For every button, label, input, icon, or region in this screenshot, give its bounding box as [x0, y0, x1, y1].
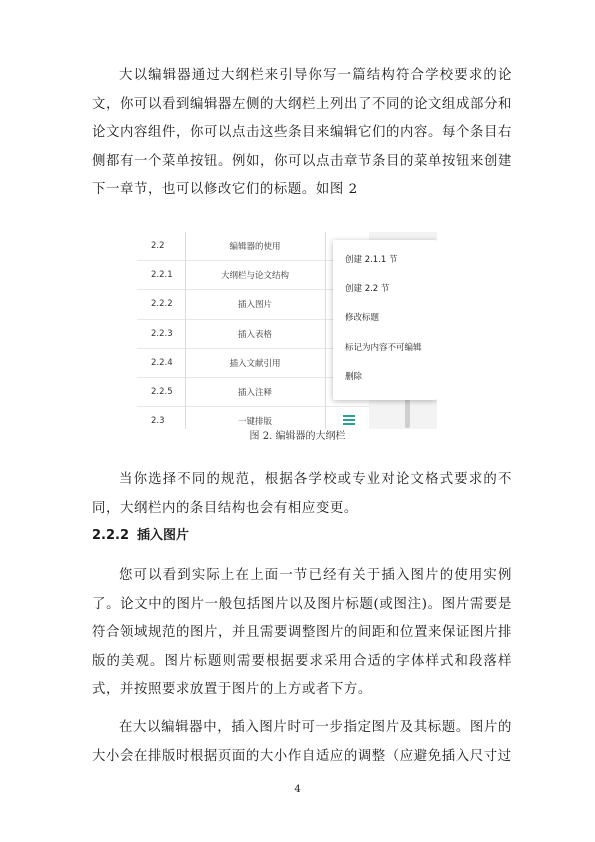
figure-caption: 图 2. 编辑器的大纲栏 — [249, 431, 346, 442]
column-divider — [325, 232, 326, 429]
menu-item-rename[interactable]: 修改标题 — [345, 313, 380, 324]
body-paragraph: 当你选择不同的规范，根据各学校或专业对论文格式要求的不同，大纲栏内的条目结构也会有相应变更。 — [92, 472, 512, 516]
menu-item-create-next-section[interactable]: 创建 2.2 节 — [345, 284, 390, 295]
section-number: 2.2.2 — [92, 528, 130, 543]
outline-row-number: 2.2.2 — [151, 299, 173, 310]
section-title: 插入图片 — [137, 528, 190, 543]
outline-row-number: 2.2.3 — [151, 328, 173, 339]
list-format-icon[interactable] — [343, 415, 355, 425]
menu-item-create-section[interactable]: 创建 2.1.1 节 — [345, 254, 398, 265]
column-divider — [185, 232, 186, 429]
outline-row-title: 插入图片 — [237, 300, 272, 311]
outline-row-title: 插入表格 — [237, 329, 272, 340]
outline-row-title: 大纲栏与论文结构 — [220, 271, 289, 282]
outline-row-number: 2.2.4 — [151, 357, 173, 368]
context-menu — [333, 240, 437, 400]
section-heading — [92, 526, 189, 546]
outline-row-title: 插入注释 — [237, 388, 272, 399]
menu-item-delete[interactable]: 删除 — [345, 372, 363, 383]
outline-row-number: 2.2 — [151, 241, 165, 252]
outline-row-number: 2.2.5 — [151, 387, 173, 398]
page-number: 4 — [294, 784, 301, 795]
body-paragraph: 在大以编辑器中，插入图片时可一步指定图片及其标题。图片的大小会在排版时根据页面的大小作自适应的调整（应避免插入尺寸过 — [92, 720, 512, 764]
menu-item-lock-content[interactable]: 标记为内容不可编辑 — [345, 342, 422, 353]
outline-row-title: 插入文献引用 — [229, 358, 281, 369]
intro-paragraph: 大以编辑器通过大纲栏来引导你写一篇结构符合学校要求的论文，你可以看到编辑器左侧的大纲栏上列出了不同的论文组成部分和论文内容组件，你可以点击这些条目来编辑它们的内容。每个条目右侧都有一个菜单按钮。例如，你可以点击章节条目的菜单按钮来创建下一章节，也可以修改它们的标题。如图 2 — [92, 68, 512, 197]
outline-panel-figure — [137, 232, 437, 429]
outline-row-number: 2.3 — [151, 416, 165, 427]
outline-row-title: 一键排版 — [237, 417, 272, 428]
outline-row-number: 2.2.1 — [151, 270, 173, 281]
outline-row[interactable] — [137, 407, 369, 429]
body-paragraph: 您可以看到实际上在上面一节已经有关于插入图片的使用实例了。论文中的图片一般包括图片以及图片标题(或图注)。图片需要是符合领域规范的图片，并且需要调整图片的间距和位置来保证图片排版的美观。图片标题则需要根据要求采用合适的字体样式和段落样式，并按照要求放置于图片的上方或者下方。 — [92, 568, 512, 697]
outline-row-title: 编辑器的使用 — [229, 242, 281, 253]
